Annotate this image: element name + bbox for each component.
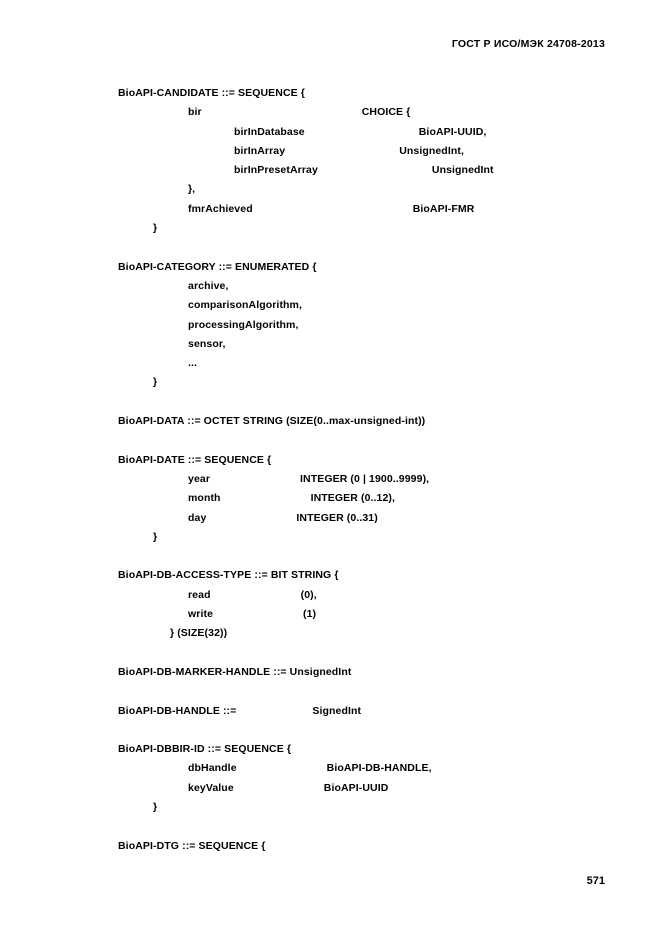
asn1-line xyxy=(118,354,598,373)
asn1-definitions-body xyxy=(118,84,598,856)
asn1-line-type: SignedInt xyxy=(312,704,362,717)
asn1-line xyxy=(118,779,598,798)
asn1-line xyxy=(118,373,598,392)
asn1-line xyxy=(118,605,598,624)
asn1-line-type: BioAPI-UUID, xyxy=(418,125,487,138)
asn1-block xyxy=(118,412,598,431)
asn1-line xyxy=(118,740,598,759)
asn1-line xyxy=(118,296,598,315)
asn1-line xyxy=(118,528,598,547)
asn1-line-text: birInArray xyxy=(234,144,286,157)
block-spacer xyxy=(118,547,598,566)
asn1-line xyxy=(118,586,598,605)
asn1-line-type: INTEGER (0 | 1900..9999), xyxy=(300,472,430,485)
asn1-block xyxy=(118,837,598,856)
asn1-line xyxy=(118,489,598,508)
asn1-line xyxy=(118,103,598,122)
asn1-block xyxy=(118,566,598,643)
asn1-line-text: BioAPI-DATE ::= SEQUENCE { xyxy=(118,453,272,466)
asn1-line xyxy=(118,258,598,277)
asn1-line-text: year xyxy=(188,472,211,485)
asn1-line xyxy=(118,142,598,161)
asn1-line-text: BioAPI-DB-MARKER-HANDLE ::= UnsignedInt xyxy=(118,665,352,678)
block-spacer xyxy=(118,644,598,663)
asn1-line-text: } xyxy=(153,800,158,813)
page-header-standard-id: ГОСТ Р ИСО/МЭК 24708-2013 xyxy=(451,38,605,50)
asn1-line xyxy=(118,624,598,643)
asn1-line-text: fmrAchieved xyxy=(188,202,253,215)
asn1-line xyxy=(118,161,598,180)
block-spacer xyxy=(118,817,598,836)
asn1-line-text: archive, xyxy=(188,279,229,292)
asn1-line-text: write xyxy=(188,608,214,621)
asn1-line-text: } xyxy=(153,376,158,389)
asn1-line xyxy=(118,316,598,335)
asn1-line-type: UnsignedInt, xyxy=(399,144,464,157)
asn1-block xyxy=(118,663,598,682)
asn1-line-text: } xyxy=(153,530,158,543)
asn1-block xyxy=(118,702,598,721)
asn1-line-type: CHOICE { xyxy=(361,106,411,119)
asn1-line-type: UnsignedInt xyxy=(431,164,494,177)
asn1-line xyxy=(118,759,598,778)
asn1-line-type: BioAPI-DB-HANDLE, xyxy=(326,762,432,775)
block-spacer xyxy=(118,721,598,740)
asn1-line-type: (1) xyxy=(303,608,317,621)
asn1-line xyxy=(118,663,598,682)
asn1-block xyxy=(118,258,598,393)
block-spacer xyxy=(118,393,598,412)
asn1-line xyxy=(118,277,598,296)
asn1-line-text: ... xyxy=(188,357,198,370)
asn1-line-text: read xyxy=(188,588,211,601)
page-number: 571 xyxy=(586,875,605,887)
asn1-line xyxy=(118,219,598,238)
asn1-line-text: }, xyxy=(188,183,196,196)
asn1-line-text: keyValue xyxy=(188,781,234,794)
asn1-line-text: } xyxy=(153,222,158,235)
asn1-line xyxy=(118,412,598,431)
asn1-line-text: BioAPI-DATA ::= OCTET STRING (SIZE(0..max-unsigned-int)) xyxy=(118,415,426,428)
asn1-line-text: bir xyxy=(188,106,202,119)
asn1-line-text: BioAPI-CANDIDATE ::= SEQUENCE { xyxy=(118,87,305,99)
asn1-line-text: birInPresetArray xyxy=(234,164,318,177)
asn1-line-type: BioAPI-FMR xyxy=(412,202,475,215)
asn1-line xyxy=(118,84,598,103)
asn1-line-text: BioAPI-DB-ACCESS-TYPE ::= BIT STRING { xyxy=(118,569,339,582)
asn1-line xyxy=(118,470,598,489)
asn1-line-text: dbHandle xyxy=(188,762,237,775)
asn1-line-text: BioAPI-DB-HANDLE ::= xyxy=(118,704,237,717)
asn1-line xyxy=(118,566,598,585)
asn1-line xyxy=(118,335,598,354)
asn1-line xyxy=(118,798,598,817)
asn1-line xyxy=(118,200,598,219)
asn1-line xyxy=(118,837,598,856)
asn1-line-text: comparisonAlgorithm, xyxy=(188,299,303,312)
asn1-line-text: month xyxy=(188,492,221,505)
asn1-line-text: BioAPI-DTG ::= SEQUENCE { xyxy=(118,839,266,852)
asn1-line-text: processingAlgorithm, xyxy=(188,318,299,331)
asn1-block xyxy=(118,740,598,817)
asn1-line-text: } (SIZE(32)) xyxy=(170,627,228,640)
asn1-line-type: INTEGER (0..12), xyxy=(310,492,396,505)
asn1-line-type: (0), xyxy=(300,588,317,601)
asn1-line-text: BioAPI-DBBIR-ID ::= SEQUENCE { xyxy=(118,743,292,756)
block-spacer xyxy=(118,238,598,257)
asn1-block xyxy=(118,451,598,547)
asn1-line-text: day xyxy=(188,511,207,524)
asn1-block xyxy=(118,84,598,238)
block-spacer xyxy=(118,682,598,701)
asn1-line xyxy=(118,123,598,142)
asn1-line-text: BioAPI-CATEGORY ::= ENUMERATED { xyxy=(118,260,317,273)
block-spacer xyxy=(118,431,598,450)
asn1-line-text: sensor, xyxy=(188,337,226,350)
asn1-line-text: birInDatabase xyxy=(234,125,305,138)
asn1-line xyxy=(118,451,598,470)
asn1-line xyxy=(118,509,598,528)
asn1-line xyxy=(118,180,598,199)
asn1-line-type: BioAPI-UUID xyxy=(323,781,389,794)
asn1-line xyxy=(118,702,598,721)
asn1-line-type: INTEGER (0..31) xyxy=(296,511,378,524)
